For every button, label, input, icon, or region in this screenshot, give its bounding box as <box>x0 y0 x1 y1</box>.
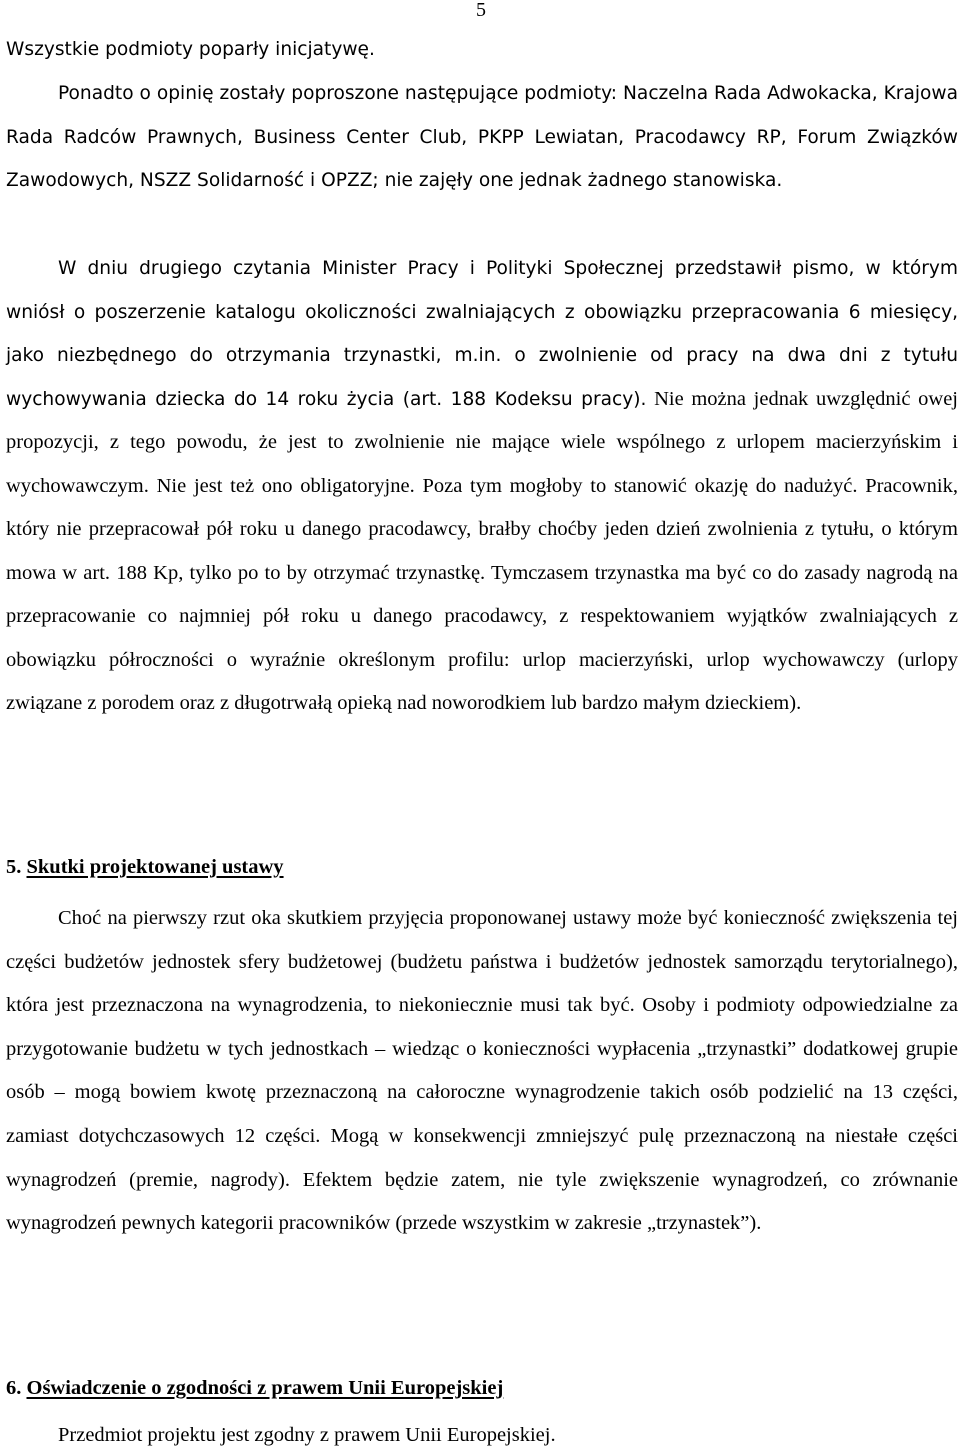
paragraph-second-reading-part1: W dniu drugiego czytania Minister Pracy i Polityki Społecznej przedstawił pismo, w którym wniósł o poszerzenie katalogu okoliczności zwalniających z obowiązku przepracowania 6 miesięcy, jako niezbędnego do otrzymania trzynastki, m.in. o zwolnienie od pracy na dwa dni z tytułu wychowywania dziecka do 14 roku życia (art. 188 Kodeksu pracy). <box>6 258 958 410</box>
section-6-title: Oświadczenie o zgodności z prawem Unii Europejskiej <box>26 1377 504 1399</box>
section-6-heading <box>6 1377 503 1400</box>
paragraph-second-reading-part2: Nie można jednak uwzględnić owej propozycji, z tego powodu, że jest to zwolnienie nie mające wiele wspólnego z urlopem macierzyńskim i wychowawczym. Nie jest też ono obligatoryjne. Poza tym mogłoby to stanowić okazję do nadużyć. Pracownik, który nie przepracował pół roku u danego pracodawcy, brałby choćby jeden dzień zwolnienia z tytułu, o którym mowa w art. 188 Kp, tylko po to by otrzymać trzynastkę. Tymczasem trzynastka ma być co do zasady nagrodą na przepracowanie co najmniej pół roku u danego pracodawcy, z respektowaniem wyjątków zwalniających z obowiązku półroczności o wyraźnie określonym profilu: urlop macierzyński, urlop wychowawczy (urlopy związane z porodem oraz z długotrwałą opieką nad noworodkiem lub bardzo małym dzieckiem). <box>6 387 958 714</box>
paragraph-second-reading <box>6 247 958 726</box>
paragraph-eu-compliance: Przedmiot projektu jest zgodny z prawem Unii Europejskiej. <box>58 1424 556 1446</box>
section-5-number: 5. <box>6 856 22 878</box>
section-5-title: Skutki projektowanej ustawy <box>26 856 284 878</box>
page-number: 5 <box>476 0 486 21</box>
section-6-number: 6. <box>6 1377 22 1399</box>
paragraph-opinions-text: Ponadto o opinię zostały poproszone następujące podmioty: Naczelna Rada Adwokacka, Krajowa Rada Radców Prawnych, Business Center Club, PKPP Lewiatan, Pracodawcy RP, Forum Związków Zawodowych, NSZZ Solidarność i OPZZ; nie zajęły one jednak żadnego stanowiska. <box>6 83 958 191</box>
paragraph-intro: Wszystkie podmioty poparły inicjatywę. <box>6 39 375 60</box>
paragraph-effects: Choć na pierwszy rzut oka skutkiem przyjęcia proponowanej ustawy może być konieczność zwiększenia tej części budżetów jednostek sfery budżetowej (budżetu państwa i budżetów jednostek samorządu terytorialnego), która jest przeznaczona na wynagrodzenia, to niekoniecznie musi tak być. Osoby i podmioty odpowiedzialne za przygotowanie budżetu w tych jednostkach – wiedząc o konieczności wypłacenia „trzynastki” dodatkowej grupie osób – mogą bowiem kwotę przeznaczoną na całoroczne wynagrodzenie takich osób podzielić na 13 części, zamiast dotychczasowych 12 części. Mogą w konsekwencji zmniejszyć pulę przeznaczoną na niestałe części wynagrodzeń (premie, nagrody). Efektem będzie zatem, nie tyle zwiększenie wynagrodzeń, co zrównanie wynagrodzeń pewnych kategorii pracowników (przede wszystkim w zakresie „trzynastek”). <box>6 907 958 1235</box>
section-5-heading <box>6 856 284 879</box>
paragraph-opinions <box>6 72 958 203</box>
